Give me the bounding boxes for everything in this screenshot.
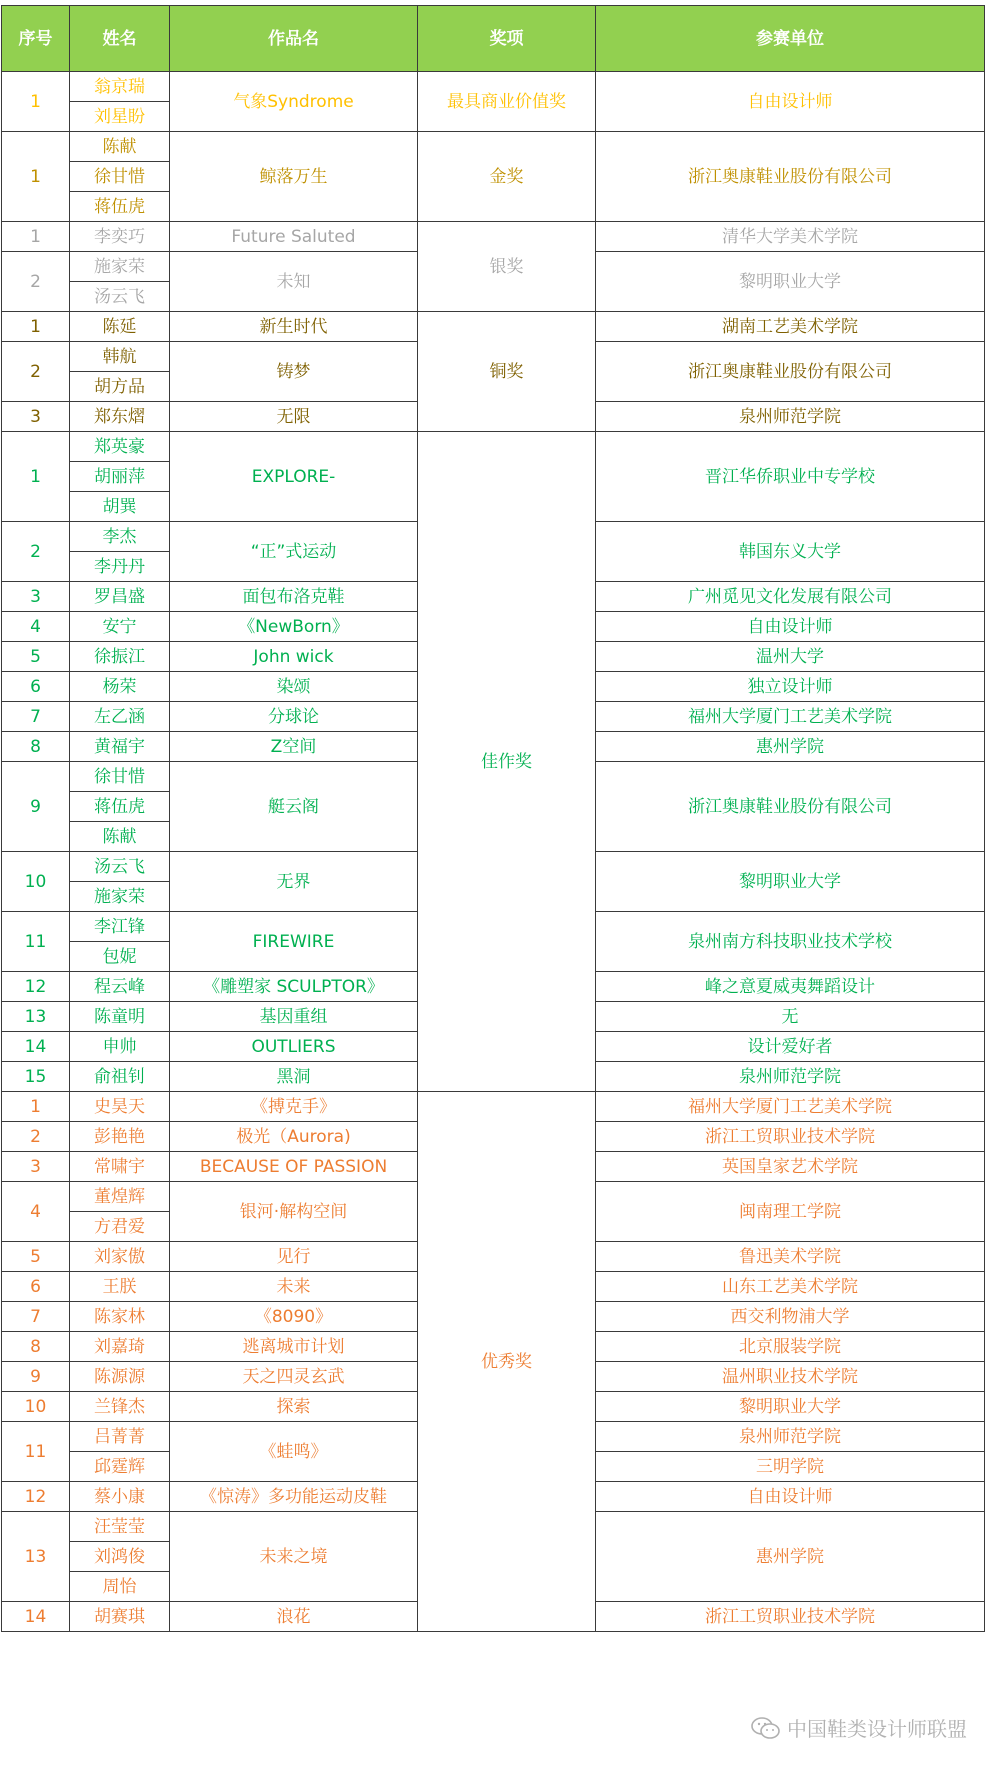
cell-award: 银奖 — [418, 222, 596, 312]
header-award: 奖项 — [418, 6, 596, 72]
cell-work: 银河·解构空间 — [170, 1182, 418, 1242]
cell-name: 汤云飞 — [70, 852, 170, 882]
cell-name: 周怡 — [70, 1572, 170, 1602]
cell-work: Future Saluted — [170, 222, 418, 252]
cell-no: 11 — [2, 912, 70, 972]
cell-award: 金奖 — [418, 132, 596, 222]
cell-unit: 黎明职业大学 — [596, 852, 985, 912]
cell-name: 胡巽 — [70, 492, 170, 522]
cell-no: 14 — [2, 1602, 70, 1632]
cell-work: 《惊涛》多功能运动皮鞋 — [170, 1482, 418, 1512]
cell-no: 14 — [2, 1032, 70, 1062]
cell-unit: 湖南工艺美术学院 — [596, 312, 985, 342]
cell-no: 8 — [2, 1332, 70, 1362]
cell-no: 2 — [2, 252, 70, 312]
header-no: 序号 — [2, 6, 70, 72]
cell-no: 5 — [2, 642, 70, 672]
cell-unit: 英国皇家艺术学院 — [596, 1152, 985, 1182]
cell-work: John wick — [170, 642, 418, 672]
cell-name: 黄福宇 — [70, 732, 170, 762]
cell-work: 《NewBorn》 — [170, 612, 418, 642]
cell-work: 逃离城市计划 — [170, 1332, 418, 1362]
cell-unit: 黎明职业大学 — [596, 252, 985, 312]
cell-no: 4 — [2, 612, 70, 642]
cell-work: 未知 — [170, 252, 418, 312]
cell-no: 11 — [2, 1422, 70, 1482]
cell-no: 1 — [2, 1092, 70, 1122]
cell-name: 兰锋杰 — [70, 1392, 170, 1422]
cell-name: 程云峰 — [70, 972, 170, 1002]
cell-name: 徐甘惜 — [70, 162, 170, 192]
cell-award: 最具商业价值奖 — [418, 72, 596, 132]
cell-unit: 山东工艺美术学院 — [596, 1272, 985, 1302]
cell-name: 包妮 — [70, 942, 170, 972]
cell-work: 见行 — [170, 1242, 418, 1272]
cell-unit: 惠州学院 — [596, 1512, 985, 1602]
cell-work: 未来 — [170, 1272, 418, 1302]
cell-no: 7 — [2, 702, 70, 732]
cell-no: 2 — [2, 522, 70, 582]
cell-name: 蔡小康 — [70, 1482, 170, 1512]
awards-table-container — [1, 5, 984, 1780]
table-row — [2, 222, 985, 252]
cell-no: 7 — [2, 1302, 70, 1332]
cell-name: 郑英豪 — [70, 432, 170, 462]
cell-work: 未来之境 — [170, 1512, 418, 1602]
cell-unit: 温州大学 — [596, 642, 985, 672]
cell-unit: 自由设计师 — [596, 72, 985, 132]
cell-work: Z空间 — [170, 732, 418, 762]
cell-name: 汪莹莹 — [70, 1512, 170, 1542]
cell-no: 1 — [2, 312, 70, 342]
cell-name: 徐振江 — [70, 642, 170, 672]
cell-name: 李江锋 — [70, 912, 170, 942]
cell-name: 杨荣 — [70, 672, 170, 702]
cell-name: 胡赛琪 — [70, 1602, 170, 1632]
cell-no: 6 — [2, 672, 70, 702]
cell-unit: 自由设计师 — [596, 612, 985, 642]
cell-work: 分球论 — [170, 702, 418, 732]
cell-name: 刘嘉琦 — [70, 1332, 170, 1362]
cell-unit: 设计爱好者 — [596, 1032, 985, 1062]
cell-work: 无界 — [170, 852, 418, 912]
cell-no: 1 — [2, 432, 70, 522]
cell-name: 郑东熠 — [70, 402, 170, 432]
cell-unit: 清华大学美术学院 — [596, 222, 985, 252]
cell-no: 15 — [2, 1062, 70, 1092]
cell-unit: 黎明职业大学 — [596, 1392, 985, 1422]
cell-name: 陈童明 — [70, 1002, 170, 1032]
cell-name: 吕菁菁 — [70, 1422, 170, 1452]
cell-award: 优秀奖 — [418, 1092, 596, 1632]
cell-no: 4 — [2, 1182, 70, 1242]
table-row — [2, 312, 985, 342]
header-work: 作品名 — [170, 6, 418, 72]
watermark-text: 中国鞋类设计师联盟 — [787, 1717, 967, 1741]
cell-unit: 韩国东义大学 — [596, 522, 985, 582]
cell-name: 申帅 — [70, 1032, 170, 1062]
cell-name: 陈延 — [70, 312, 170, 342]
cell-work: 《蛙鸣》 — [170, 1422, 418, 1482]
table-body — [2, 72, 985, 1632]
wechat-icon — [751, 1717, 781, 1739]
cell-work: 染颂 — [170, 672, 418, 702]
table-row — [2, 72, 985, 102]
cell-work: 《雕塑家 SCULPTOR》 — [170, 972, 418, 1002]
cell-name: 李杰 — [70, 522, 170, 552]
cell-unit: 无 — [596, 1002, 985, 1032]
cell-unit: 泉州师范学院 — [596, 402, 985, 432]
cell-name: 王朕 — [70, 1272, 170, 1302]
cell-unit: 独立设计师 — [596, 672, 985, 702]
cell-no: 1 — [2, 72, 70, 132]
cell-unit: 北京服装学院 — [596, 1332, 985, 1362]
cell-name: 蒋伍虎 — [70, 792, 170, 822]
table-row — [2, 432, 985, 462]
cell-name: 董煌辉 — [70, 1182, 170, 1212]
table-row — [2, 132, 985, 162]
cell-no: 8 — [2, 732, 70, 762]
cell-unit: 福州大学厦门工艺美术学院 — [596, 1092, 985, 1122]
cell-unit: 惠州学院 — [596, 732, 985, 762]
cell-unit: 温州职业技术学院 — [596, 1362, 985, 1392]
cell-name: 施家荣 — [70, 252, 170, 282]
cell-no: 13 — [2, 1512, 70, 1602]
header-row — [2, 6, 985, 72]
cell-no: 12 — [2, 1482, 70, 1512]
cell-work: “正”式运动 — [170, 522, 418, 582]
cell-unit: 三明学院 — [596, 1452, 985, 1482]
cell-unit: 泉州师范学院 — [596, 1062, 985, 1092]
cell-name: 陈献 — [70, 132, 170, 162]
cell-work: 极光（Aurora) — [170, 1122, 418, 1152]
cell-name: 刘鸿俊 — [70, 1542, 170, 1572]
cell-no: 2 — [2, 1122, 70, 1152]
cell-award: 佳作奖 — [418, 432, 596, 1092]
cell-work: 新生时代 — [170, 312, 418, 342]
cell-name: 邱霆辉 — [70, 1452, 170, 1482]
cell-name: 史昊天 — [70, 1092, 170, 1122]
cell-unit: 浙江奥康鞋业股份有限公司 — [596, 762, 985, 852]
awards-table — [1, 5, 985, 1632]
cell-name: 刘家傲 — [70, 1242, 170, 1272]
cell-work: 《搏克手》 — [170, 1092, 418, 1122]
cell-no: 2 — [2, 342, 70, 402]
cell-unit: 自由设计师 — [596, 1482, 985, 1512]
header-name: 姓名 — [70, 6, 170, 72]
header-unit: 参赛单位 — [596, 6, 985, 72]
cell-name: 胡方品 — [70, 372, 170, 402]
cell-name: 安宁 — [70, 612, 170, 642]
cell-work: 天之四灵玄武 — [170, 1362, 418, 1392]
cell-unit: 峰之意夏威夷舞蹈设计 — [596, 972, 985, 1002]
cell-no: 5 — [2, 1242, 70, 1272]
cell-name: 左乙涵 — [70, 702, 170, 732]
cell-work: EXPLORE- — [170, 432, 418, 522]
cell-name: 韩航 — [70, 342, 170, 372]
cell-no: 3 — [2, 402, 70, 432]
cell-name: 俞祖钊 — [70, 1062, 170, 1092]
cell-award: 铜奖 — [418, 312, 596, 432]
cell-work: 鲸落万生 — [170, 132, 418, 222]
cell-work: 浪花 — [170, 1602, 418, 1632]
cell-name: 罗昌盛 — [70, 582, 170, 612]
cell-work: 探索 — [170, 1392, 418, 1422]
cell-unit: 福州大学厦门工艺美术学院 — [596, 702, 985, 732]
cell-unit: 浙江奥康鞋业股份有限公司 — [596, 342, 985, 402]
cell-work: 黑洞 — [170, 1062, 418, 1092]
cell-no: 3 — [2, 1152, 70, 1182]
cell-work: 铸梦 — [170, 342, 418, 402]
cell-name: 陈献 — [70, 822, 170, 852]
cell-unit: 泉州南方科技职业技术学校 — [596, 912, 985, 972]
cell-work: 《8090》 — [170, 1302, 418, 1332]
watermark — [751, 1713, 967, 1742]
cell-work: FIREWIRE — [170, 912, 418, 972]
cell-name: 翁京瑞 — [70, 72, 170, 102]
cell-unit: 浙江奥康鞋业股份有限公司 — [596, 132, 985, 222]
cell-no: 12 — [2, 972, 70, 1002]
cell-unit: 闽南理工学院 — [596, 1182, 985, 1242]
cell-no: 1 — [2, 222, 70, 252]
cell-no: 9 — [2, 762, 70, 852]
cell-work: BECAUSE OF PASSION — [170, 1152, 418, 1182]
cell-unit: 晋江华侨职业中专学校 — [596, 432, 985, 522]
cell-no: 10 — [2, 1392, 70, 1422]
cell-no: 10 — [2, 852, 70, 912]
cell-work: 气象Syndrome — [170, 72, 418, 132]
cell-no: 13 — [2, 1002, 70, 1032]
cell-name: 蒋伍虎 — [70, 192, 170, 222]
cell-no: 1 — [2, 132, 70, 222]
cell-name: 施家荣 — [70, 882, 170, 912]
cell-work: 无限 — [170, 402, 418, 432]
cell-name: 徐甘惜 — [70, 762, 170, 792]
cell-name: 陈源源 — [70, 1362, 170, 1392]
cell-unit: 浙江工贸职业技术学院 — [596, 1122, 985, 1152]
cell-unit: 浙江工贸职业技术学院 — [596, 1602, 985, 1632]
cell-name: 方君爱 — [70, 1212, 170, 1242]
cell-name: 刘星盼 — [70, 102, 170, 132]
cell-name: 胡丽萍 — [70, 462, 170, 492]
cell-name: 常啸宇 — [70, 1152, 170, 1182]
cell-name: 彭艳艳 — [70, 1122, 170, 1152]
cell-unit: 泉州师范学院 — [596, 1422, 985, 1452]
cell-no: 6 — [2, 1272, 70, 1302]
cell-name: 汤云飞 — [70, 282, 170, 312]
cell-work: 艇云阁 — [170, 762, 418, 852]
cell-name: 李奕巧 — [70, 222, 170, 252]
cell-unit: 广州觅见文化发展有限公司 — [596, 582, 985, 612]
cell-work: 基因重组 — [170, 1002, 418, 1032]
cell-name: 李丹丹 — [70, 552, 170, 582]
cell-work: OUTLIERS — [170, 1032, 418, 1062]
cell-no: 3 — [2, 582, 70, 612]
table-row — [2, 1092, 985, 1122]
cell-unit: 鲁迅美术学院 — [596, 1242, 985, 1272]
cell-unit: 西交利物浦大学 — [596, 1302, 985, 1332]
cell-no: 9 — [2, 1362, 70, 1392]
cell-name: 陈家林 — [70, 1302, 170, 1332]
cell-work: 面包布洛克鞋 — [170, 582, 418, 612]
